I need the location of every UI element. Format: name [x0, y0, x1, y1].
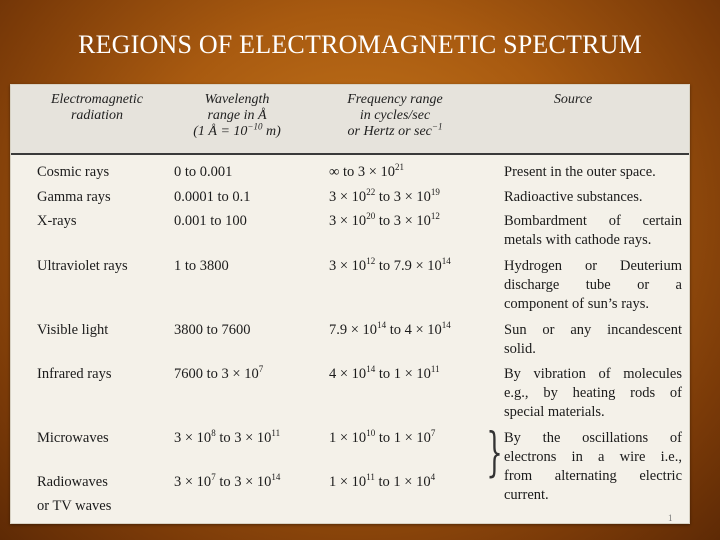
spectrum-table: Electromagnetic radiation Wavelength range in Å (1 Å = $10^{-10}$ m) Frequency range in cycles/sec or Hertz or $\sec^{-1}$ Source Cosmic rays 0 to 0.001 ∞ to $3 \times 10^{21}$ Present in the outer space. Gamma rays 0.0001 to 0.1 $3 \times 10^{22}$ to $3 \times 10^{19}$ Radioactive substances. X-rays 0.001 to 100 $3 \times 10^{20}$ to $3 \times 10^{12}$ Bombardment of certain metals with cathode rays. Ultraviolet rays 1 to 3800 $3 \times 10^{12}$ to $7.9 \times 10^{14}$ Hydrogen or Deuterium discharge tube or a component of sun’s rays. Visible light 3800 to 7600 $7.9 \times 10^{14}$ to $4 \times 10^{14}$ Sun or any incandescent solid. Infrared rays 7600 to $3 \times 10^7$ $4 \times 10^{14}$ to $1 \times 10^{11}$ By vibration of molecules e.g., by heating rods of special materials. Microwaves $3 \times 10^8$ to $3 \times 10^{11}$ $1 \times 10^{10}$ to $1 \times 10^7$ By the oscillations of electrons in a wire i.e., from alternating electric current. Radiowaves or TV waves $3 \times 10^7$ to $3 \times 10^{14}$ $1 \times 10^{11}$ to $1 \times 10^4$ } 1: [10, 84, 690, 524]
page-number: 1: [668, 513, 673, 523]
header-frequency: Frequency range in cycles/sec or Hertz or $\sec^{-1}$: [347, 92, 443, 139]
header-radiation: Electromagnetic radiation: [50, 92, 143, 123]
slide-title: REGIONS OF ELECTROMAGNETIC SPECTRUM: [78, 30, 642, 59]
right-brace-icon: }: [486, 423, 503, 483]
header-wavelength: Wavelength range in Å (1 Å = $10^{-10}$ m): [193, 92, 281, 139]
table-header: [11, 85, 689, 153]
header-source: Source: [553, 92, 593, 107]
header-rule: [11, 153, 689, 155]
